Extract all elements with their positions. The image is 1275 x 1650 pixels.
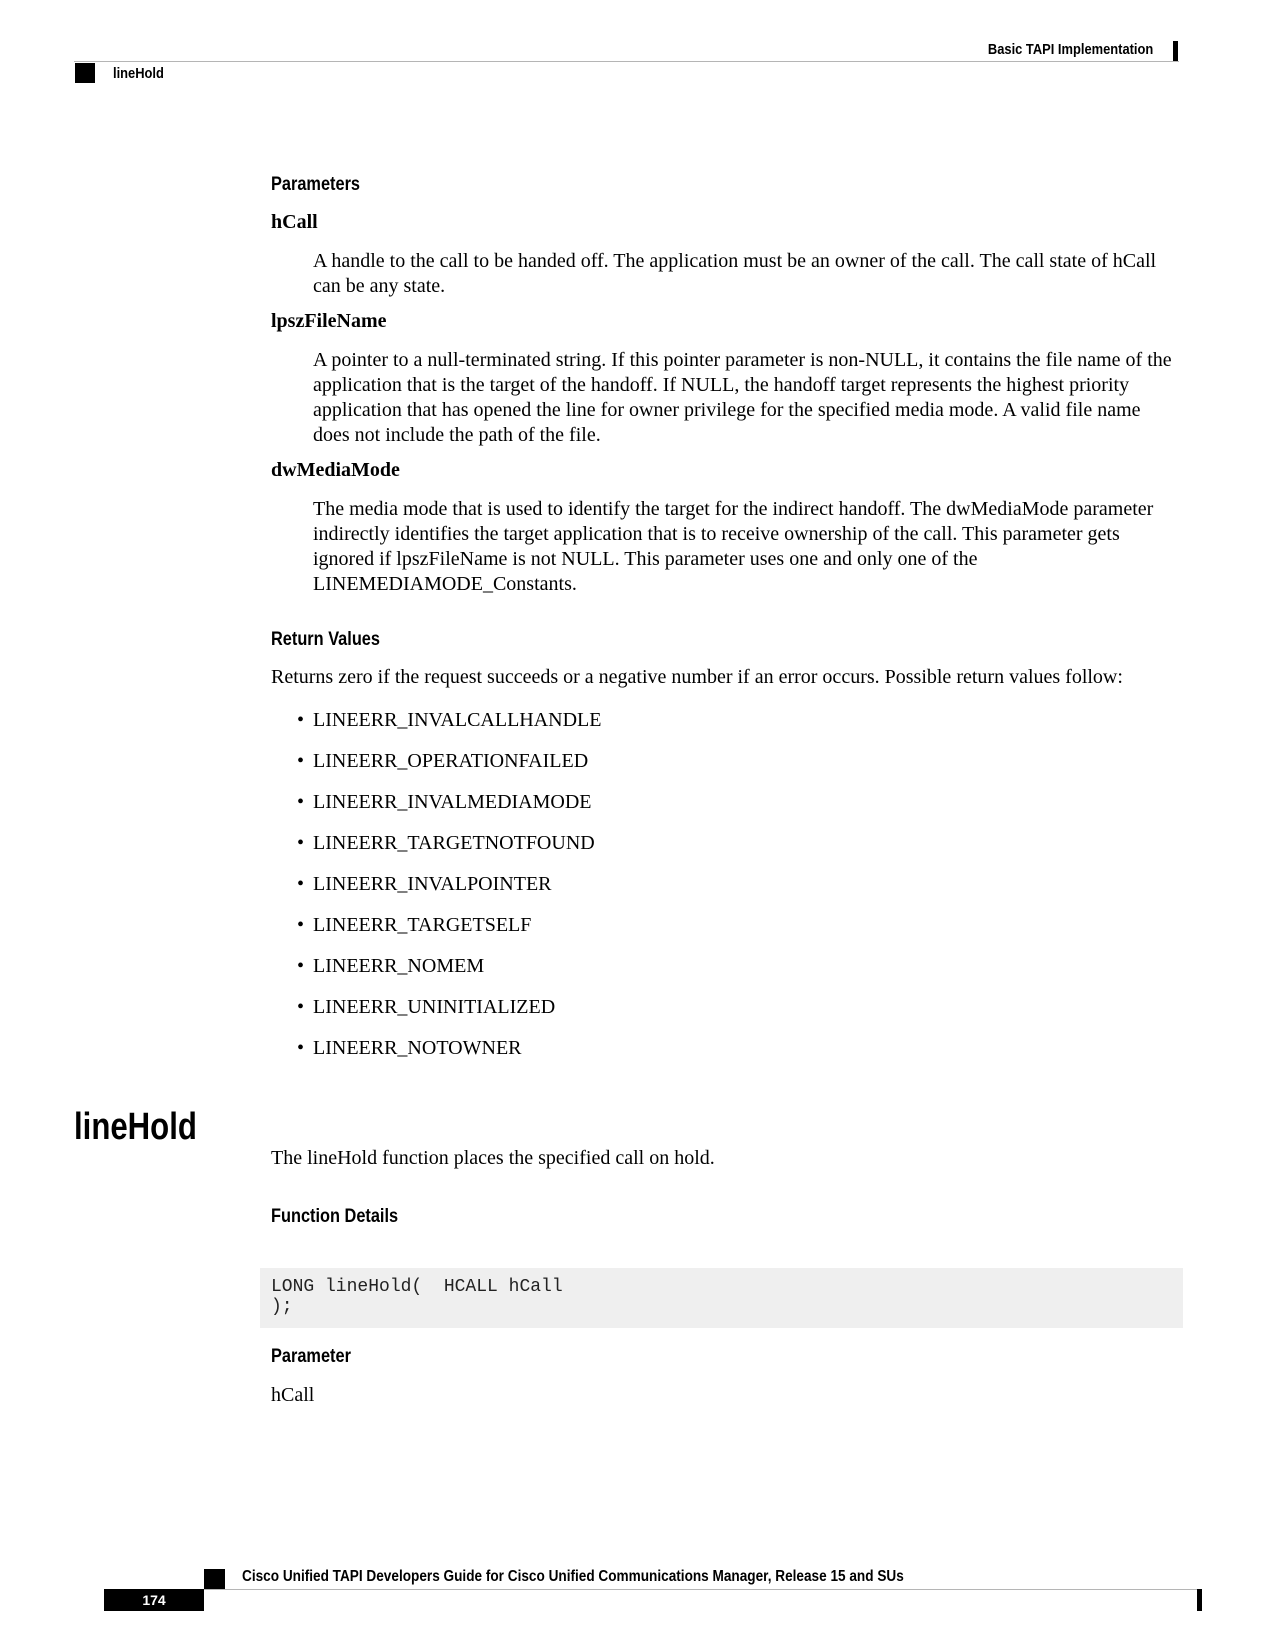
running-header-section: lineHold bbox=[113, 65, 164, 82]
linehold-description: The lineHold function places the specified call on hold. bbox=[271, 1147, 715, 1169]
list-item: • LINEERR_NOTOWNER bbox=[297, 1037, 522, 1059]
return-values-list bbox=[297, 708, 602, 1077]
list-item: • LINEERR_INVALPOINTER bbox=[297, 873, 552, 895]
param-desc-lpszfilename: A pointer to a null-terminated string. If this pointer parameter is non-NULL, it contains the file name of the application that is the target of the handoff. If NULL, the handoff target represents the highest priority application that has opened the line for owner privilege for the specified media mode. A valid file name does not include the path of the file. bbox=[313, 349, 1172, 446]
param-desc-dwmediamode: The media mode that is used to identify the target for the indirect handoff. The dwMediaMode parameter indirectly identifies the target application that is to receive ownership of the call. This parameter gets ignored if lpszFileName is not NULL. This parameter uses one and only one of the LINEMEDIAMODE_Constants. bbox=[313, 498, 1154, 595]
page-number-box bbox=[104, 1589, 204, 1611]
param-name-dwmediamode: dwMediaMode bbox=[271, 459, 400, 481]
footer-marker-block bbox=[204, 1569, 225, 1589]
footer-book-title: Cisco Unified TAPI Developers Guide for Cisco Unified Communications Manager, Release 15 and SUs bbox=[242, 1568, 904, 1585]
param-name-hcall: hCall bbox=[271, 211, 318, 233]
header-rule bbox=[74, 61, 1179, 62]
param-desc-hcall: A handle to the call to be handed off. The application must be an owner of the call. The call state of hCall can be any state. bbox=[313, 250, 1157, 297]
running-header-chapter: Basic TAPI Implementation bbox=[987, 41, 1153, 58]
param-name-lpszfilename: lpszFileName bbox=[271, 310, 387, 332]
header-marker-block bbox=[75, 63, 95, 83]
page-number: 174 bbox=[142, 1592, 166, 1608]
list-item: • LINEERR_TARGETSELF bbox=[297, 914, 532, 936]
return-values-intro: Returns zero if the request succeeds or a negative number if an error occurs. Possible return values follow: bbox=[271, 666, 1123, 688]
return-values-heading: Return Values bbox=[271, 629, 380, 650]
footer-rule bbox=[104, 1589, 1201, 1590]
list-item: • LINEERR_NOMEM bbox=[297, 955, 485, 977]
parameter-value: hCall bbox=[271, 1384, 315, 1406]
list-item: • LINEERR_UNINITIALIZED bbox=[297, 996, 556, 1018]
section-title-linehold: lineHold bbox=[74, 1106, 197, 1148]
parameters-heading: Parameters bbox=[271, 174, 361, 195]
list-item: • LINEERR_INVALMEDIAMODE bbox=[297, 791, 592, 813]
list-item: • LINEERR_INVALCALLHANDLE bbox=[297, 709, 602, 731]
footer-marker-bar bbox=[1197, 1589, 1202, 1611]
header-marker-bar bbox=[1173, 41, 1178, 61]
parameter-heading: Parameter bbox=[271, 1346, 351, 1367]
list-item: • LINEERR_TARGETNOTFOUND bbox=[297, 832, 595, 854]
function-details-heading: Function Details bbox=[271, 1206, 399, 1227]
code-snippet: LONG lineHold( HCALL hCall ); bbox=[271, 1277, 563, 1317]
list-item: • LINEERR_OPERATIONFAILED bbox=[297, 750, 589, 772]
